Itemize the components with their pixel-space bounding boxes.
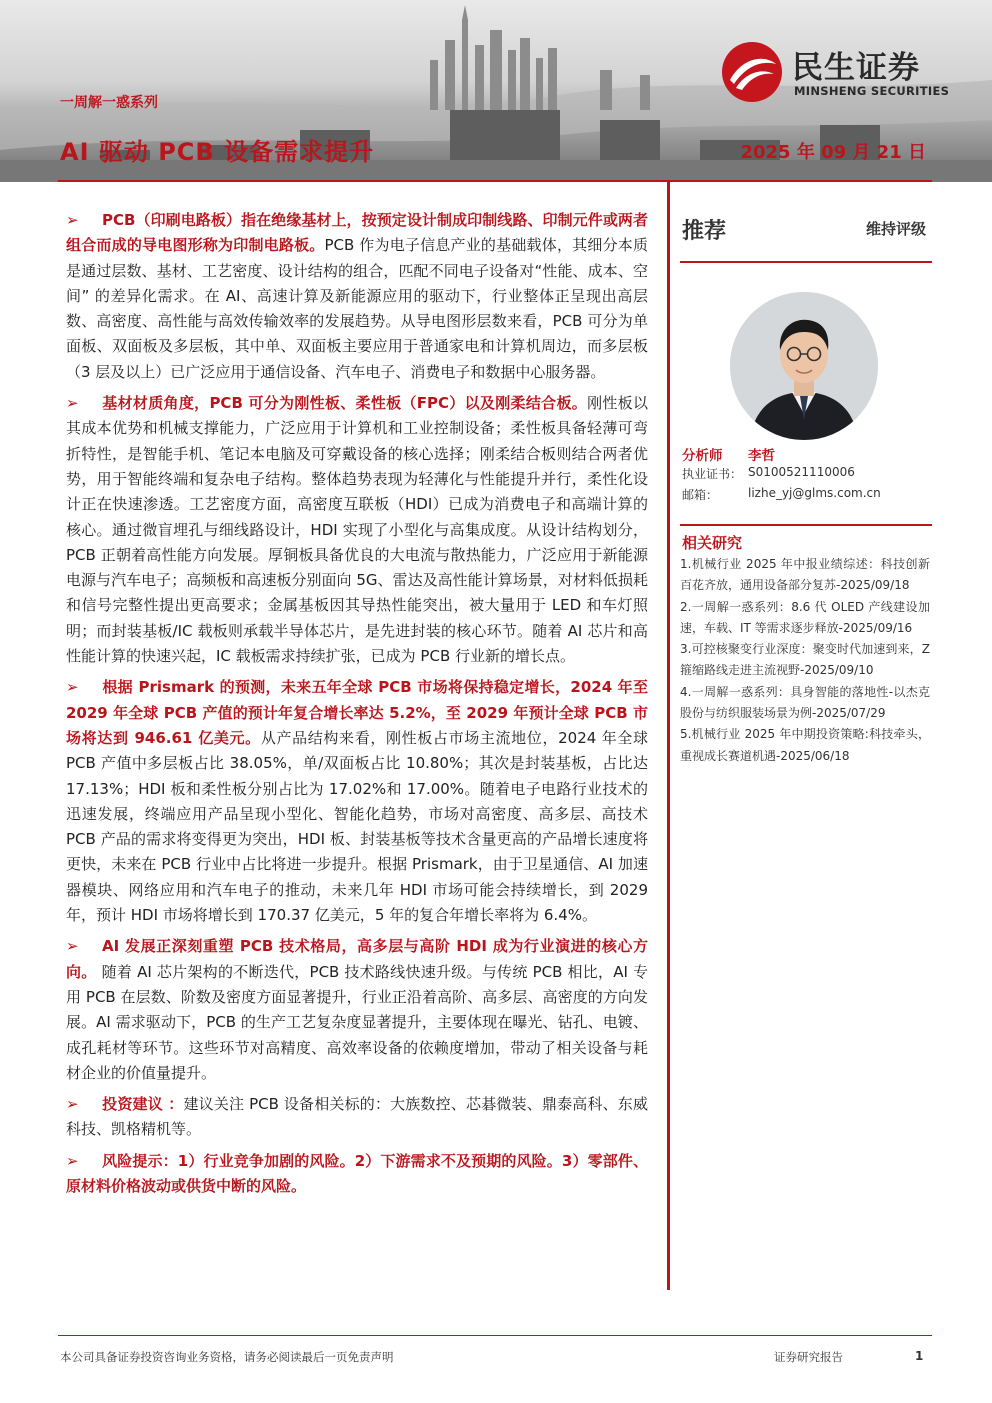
- company-logo: [720, 40, 970, 110]
- analyst-label: 分析师: [682, 448, 723, 464]
- bullet-arrow-icon: ➢: [66, 937, 79, 956]
- rating-note: 维持评级: [865, 220, 926, 238]
- related-item[interactable]: 3.可控核聚变行业深度：聚变时代加速到来，Z 箍缩路线走进主流视野-2025/09/10: [680, 642, 930, 678]
- analyst-photo-icon: [730, 292, 878, 440]
- related-item[interactable]: 4.一周解一惑系列：具身智能的落地性-以杰克股份与纺织服装场景为例-2025/07/29: [680, 684, 930, 721]
- paragraph-highlight: 投资建议 ：: [102, 1095, 184, 1114]
- bullet-arrow-icon: ➢: [66, 394, 79, 413]
- header-rule: [58, 180, 932, 182]
- paragraph-highlight: 根据 Prismark 的预测，未来五年全球 PCB 市场将保持稳定增长，2024 年至 2029 年全球 PCB 产值的预计年复合增长率达 5.2%，至 2029 年预计全球 PCB 市场将达到 946.61 亿美元。: [66, 678, 648, 747]
- rating-block: [680, 208, 930, 260]
- bullet-arrow-icon: ➢: [66, 1151, 79, 1170]
- paragraph-body: 从产品结构来看，刚性板占市场主流地位，2024 年全球 PCB 产值中多层板占比 38.05%，单/双面板占比 10.80%；其次是封装基板，占比达 17.13%；HDI 板和柔性板分别占比为 17.02%和 17.00%。随着电子电路行业技术的迅速发展，终端应用产品呈现小型化、智能化趋势，市场对高密度、高多层、高技术 PCB 产品的需求将变得更为突出，HDI 板、封装基板等技术含量更高的产品增长速度将更快，未来在 PCB 行业中占比将进一步提升。根据 Prismark，由于卫星通信、AI 加速器模块、网络应用和汽车电子的推动，未来几年 HDI 市场可能会持续增长，到 2029 年，预计 HDI 市场将增长到 170.37 亿美元，5 年的复合年增长率将为 6.4%。: [66, 728, 648, 925]
- related-list: [680, 554, 930, 767]
- footer-disclaimer: 本公司具备证券投资咨询业务资格，请务必阅读最后一页免责声明: [60, 1350, 394, 1364]
- email-value[interactable]: lizhe_yj@glms.com.cn: [748, 486, 881, 500]
- cert-row: [682, 465, 932, 486]
- bullet-arrow-icon: ➢: [66, 678, 79, 697]
- analyst-name: 李哲: [748, 448, 775, 464]
- series-label: 一周解一惑系列: [60, 95, 158, 111]
- rating-value: 推荐: [682, 219, 727, 244]
- related-divider: [680, 524, 932, 526]
- paragraph-substrate: [66, 391, 648, 669]
- minsheng-logo-icon: [720, 40, 784, 104]
- paragraph-risk-warning: [66, 1149, 648, 1200]
- email-row: [682, 486, 932, 507]
- report-date: 2025 年 09 月 21 日: [740, 142, 926, 163]
- rating-divider: [680, 261, 932, 263]
- footer-rule: [58, 1335, 932, 1336]
- column-divider: [667, 182, 670, 1290]
- paragraph-body: 刚性板以其成本优势和机械支撑能力，广泛应用于计算机和工业控制设备；柔性板具备轻薄可弯折特性，是智能手机、笔记本电脑及可穿戴设备的核心选择；刚柔结合板则结合两者优势，用于智能终端和复杂电子结构。整体趋势表现为轻薄化与性能提升并行，柔性化设计正在快速渗透。工艺密度方面，高密度互联板（HDI）已成为消费电子和高端计算的核心。通过微盲埋孔与细线路设计，HDI 实现了小型化与高集成度。从设计结构划分，PCB 正朝着高性能方向发展。厚铜板具备优良的大电流与散热能力，广泛应用于新能源电源与汽车电子；高频板和高速板分别面向 5G、雷达及高性能计算场景，对材料低损耗和信号完整性提出更高要求；金属基板因其导热性能突出，被大量用于 LED 和车灯照明；而封装基板/IC 载板则承载半导体芯片，是先进封装的核心环节。随着 AI 芯片和高性能计算的快速兴起，IC 载板需求持续扩张，已成为 PCB 行业新的增长点。: [66, 394, 648, 666]
- paragraph-investment-advice: [66, 1092, 648, 1143]
- main-content: [66, 208, 648, 1205]
- related-item[interactable]: 1.机械行业 2025 年中报业绩综述：科技创新百花齐放，通用设备部分复苏-2025/09/18: [680, 557, 930, 593]
- logo-text-en: MINSHENG SECURITIES: [794, 84, 950, 98]
- report-title: AI 驱动 PCB 设备需求提升: [60, 138, 375, 166]
- email-label: 邮箱：: [682, 488, 719, 502]
- analyst-row: [682, 444, 932, 465]
- paragraph-body: PCB 作为电子信息产业的基础载体，其细分本质是通过层数、基材、工艺密度、设计结构的组合，匹配不同电子设备对“性能、成本、空间” 的差异化需求。在 AI、高速计算及新能源应用的驱动下，行业整体正呈现出高层数、高密度、高性能与高效传输效率的发展趋势。从导电图形层数来看，PCB 可分为单面板、双面板及多层板，其中单、双面板主要应用于普通家电和计算机周边，而多层板（3 层及以上）已广泛应用于通信设备、汽车电子、消费电子和数据中心服务器。: [66, 236, 648, 381]
- footer-report-type: 证券研究报告: [774, 1350, 843, 1364]
- paragraph-pcb-definition: [66, 208, 648, 385]
- paragraph-highlight: PCB（印刷电路板）指在绝缘基材上，按预定设计制成印制线路、印制元件或两者组合而成的导电图形称为印制电路板。: [66, 211, 648, 255]
- paragraph-prismark-forecast: [66, 675, 648, 928]
- related-item[interactable]: 2.一周解一惑系列：8.6 代 OLED 产线建设加速，车载、IT 等需求逐步释放-2025/09/16: [680, 599, 930, 635]
- related-title: 相关研究: [682, 534, 743, 552]
- bullet-arrow-icon: ➢: [66, 211, 79, 229]
- paragraph-body: 随着 AI 芯片架构的不断迭代，PCB 技术路线快速升级。与传统 PCB 相比，AI 专用 PCB 在层数、阶数及密度方面显著提升，行业正沿着高阶、高多层、高密度的方向发展。AI 需求驱动下，PCB 的生产工艺复杂度显著提升，主要体现在曝光、钻孔、电镀、成孔耗材等环节。这些环节对高精度、高效率设备的依赖度增加，带动了相关设备与耗材企业的价值量提升。: [66, 962, 648, 1082]
- paragraph-ai-reshape: [66, 934, 648, 1086]
- bullet-arrow-icon: ➢: [66, 1095, 79, 1114]
- analyst-info: [682, 444, 932, 507]
- analyst-avatar: [730, 292, 878, 440]
- paragraph-highlight: AI 发展正深刻重塑 PCB 技术格局，高多层与高阶 HDI 成为行业演进的核心方向。: [66, 937, 648, 981]
- cert-value: S0100521110006: [748, 465, 855, 479]
- related-item[interactable]: 5.机械行业 2025 年中期投资策略:科技牵头，重视成长赛道机遇-2025/06/18: [680, 727, 930, 763]
- paragraph-body: 建议关注 PCB 设备相关标的：大族数控、芯碁微装、鼎泰高科、东威科技、凯格精机等。: [66, 1095, 648, 1139]
- paragraph-highlight: 风险提示：1）行业竞争加剧的风险。2）下游需求不及预期的风险。3）零部件、原材料价格波动或供货中断的风险。: [66, 1151, 648, 1195]
- logo-text-cn: 民生证券: [792, 50, 920, 86]
- page-number: 1: [915, 1349, 924, 1363]
- header-banner: [0, 0, 992, 182]
- cert-label: 执业证书：: [682, 467, 743, 481]
- paragraph-highlight: 基材材质角度，PCB 可分为刚性板、柔性板（FPC）以及刚柔结合板。: [102, 394, 588, 413]
